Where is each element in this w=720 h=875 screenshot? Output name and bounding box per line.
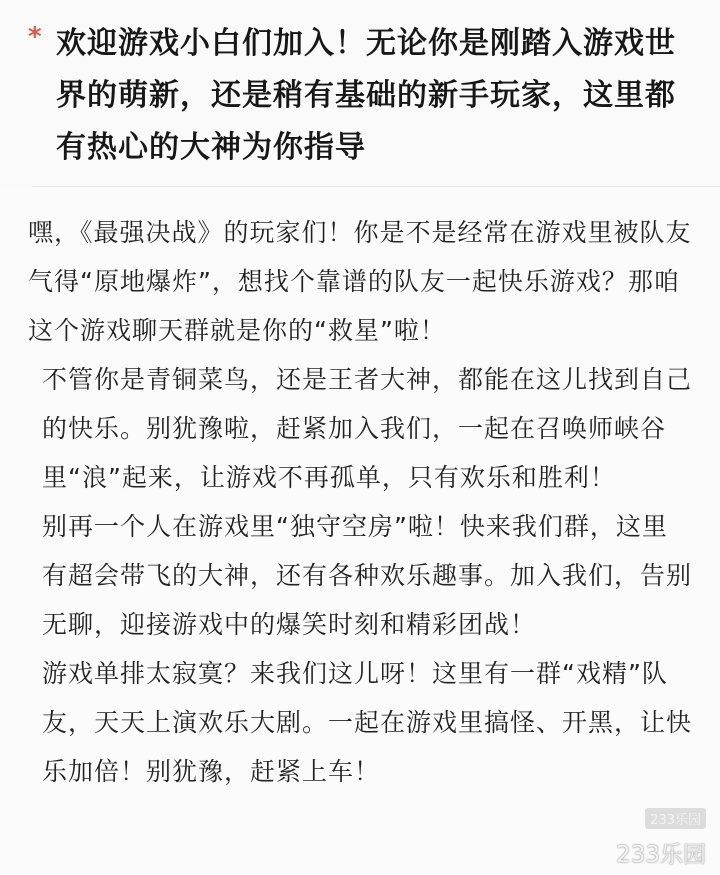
star-icon: * — [28, 22, 42, 52]
watermark-small: 233乐园 — [645, 808, 706, 829]
article-body — [28, 208, 692, 796]
paragraph-intro: 嘿，《最强决战》的玩家们！你是不是经常在游戏里被队友气得“原地爆炸”，想找个靠谱的队友一起快乐游戏？那咱这个游戏聊天群就是你的“救星”啦！ — [28, 218, 692, 345]
header-divider — [32, 186, 720, 187]
paragraph-solo: 游戏单排太寂寞？来我们这儿呀！这里有一群“戏精”队友，天天上演欢乐大剧。一起在游戏里搞怪、开黑，让快乐加倍！别犹豫，赶紧上车！ — [42, 659, 693, 786]
article-header — [0, 0, 720, 186]
article-title: 欢迎游戏小白们加入！无论你是刚踏入游戏世界的萌新，还是稍有基础的新手玩家，这里都有热心的大神为你指导 — [56, 26, 676, 165]
watermark-large: 233乐园 — [616, 842, 706, 868]
paragraph-group: 别再一个人在游戏里“独守空房”啦！快来我们群，这里有超会带飞的大神，还有各种欢乐趣事。加入我们，告别无聊，迎接游戏中的爆笑时刻和精彩团战！ — [42, 512, 693, 639]
paragraph-join: 不管你是青铜菜鸟，还是王者大神，都能在这儿找到自己的快乐。别犹豫啦，赶紧加入我们，一起在召唤师峡谷里“浪”起来，让游戏不再孤单，只有欢乐和胜利！ — [42, 365, 693, 492]
